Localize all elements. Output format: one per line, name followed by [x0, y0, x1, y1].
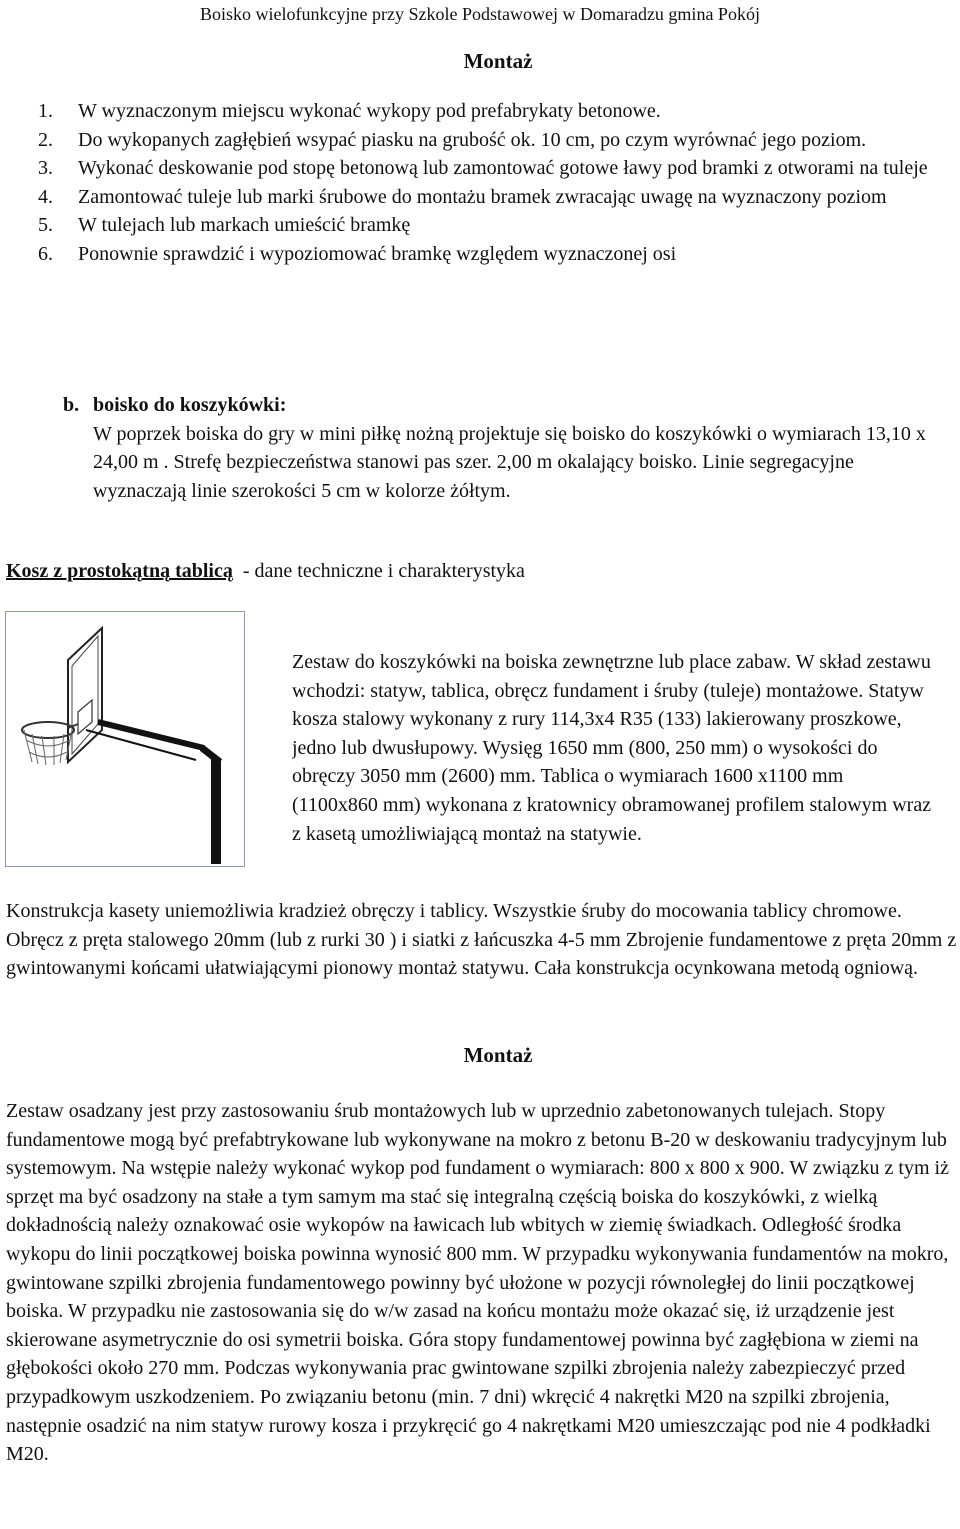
list-item-number: 5. [38, 214, 53, 237]
section-label-row [63, 391, 943, 420]
list-item [38, 211, 958, 240]
product-description: Zestaw do koszykówki na boiska zewnętrzne lub place zabaw. W skład zestawu wchodzi: statyw, tablica, obręcz fundament i śruby (tuleje) montażowe. Statyw kosza stalowy wykonany z rury 114,3x4 R35 (133) lakierowany proszkowe, jedno lub dwusłupowy. Wysięg 1650 mm (800, 250 mm) o wysokości do obręczy 3050 mm (2600) mm. Tablica o wymiarach 1600 x1100 mm (1100x860 mm) wykonana z kratownicy obramowanej profilem stalowym wraz z kasetą umożliwiającą montaż na statywie. [292, 651, 932, 845]
section-body: W poprzek boiska do gry w mini piłkę nożną projektuje się boisko do koszykówki o wymiarach 13,10 x 24,00 m . Strefę bezpieczeństwa stanowi pas szer. 2,00 m okalający boisko. Linie segregacyjne wyznaczają linie szerokości 5 cm w kolorze żółtym. [93, 422, 926, 502]
list-item-number: 1. [38, 100, 53, 122]
list-item-text: Ponownie sprawdzić i wypoziomować bramkę względem wyznaczonej osi [78, 242, 677, 265]
list-item-number: 4. [38, 185, 53, 208]
product-heading-bold: Kosz z prostokątną tablicą [6, 560, 233, 582]
section-title-montaz: Montaż [463, 49, 533, 73]
installation-paragraph: Zestaw osadzany jest przy zastosowaniu śrub montażowych lub w uprzednio zabetonowanych tulejach. Stopy fundamentowe mogą być prefabtrykowane lub wykonywane na mokro z betonu B-20 w deskowaniu tradycyjnym lub systemowym. Na wstępie należy wykonać wykop pod fundament o wymiarach: 800 x 800 x 900. W związku z tym iż sprzęt ma być osadzony na stałe a tym samym ma stać się integralną częścią boiska do koszykówki, z wielką dokładnością należy oznakować osie wykopów na ławicach lub wbitych w ziemię świadkach. Odległość środka wykopu do linii początkowej boiska powinna wynosić 800 mm. W przypadku wykonywania fundamentów na mokro, gwintowane szpilki zbrojenia fundamentowego powinny być ułożone w pozycji równoległej do linii początkowej boiska. W przypadku nie zastosowania się do w/w zasad na końcu montażu może okazać się, iż urządzenie jest skierowane asymetrycznie do osi symetrii boiska. Góra stopy fundamentowej powinna być zagłębiona w ziemi na głębokości około 270 mm. Podczas wykonywania prac gwintowane szpilki zbrojenia należy zabezpieczyć przed przypadkowym uszkodzeniem. Po związaniu betonu (min. 7 dni) wkręcić 4 nakrętki M20 na szpilki zbrojenia, następnie osadzić na nim statyw rurowy kosza i przykręcić go 4 nakrętkami M20 umieszczając pod nie 4 podkładki M20. [6, 1100, 949, 1466]
basketball-hoop-image [5, 611, 245, 867]
list-item [38, 126, 958, 155]
basketball-hoop-icon [6, 612, 244, 866]
list-item-text: Zamontować tuleje lub marki śrubowe do montażu bramek zwracając uwagę na wyznaczony poziom [78, 185, 887, 208]
list-item-text: Wykonać deskowanie pod stopę betonową lub zamontować gotowe ławy pod bramki z otworami na tuleje [78, 157, 928, 180]
list-item [38, 183, 958, 212]
list-item [38, 97, 958, 126]
section-basketball-court [63, 391, 943, 505]
list-item-text: Do wykopanych zagłębień wsypać piasku na grubość ok. 10 cm, po czym wyrównać jego poziom. [78, 128, 867, 151]
list-item [38, 240, 958, 269]
section-letter: b. [63, 394, 80, 416]
section-title-montaz-2: Montaż [463, 1043, 533, 1067]
steps-list [38, 97, 958, 269]
list-item-text: W tulejach lub markach umieścić bramkę [78, 214, 411, 237]
page-header: Boisko wielofunkcyjne przy Szkole Podstawowej w Domaradzu gmina Pokój [200, 4, 760, 24]
list-item-number: 3. [38, 157, 53, 180]
list-item-number: 6. [38, 242, 53, 265]
product-heading-rest: - dane techniczne i charakterystyka [232, 560, 525, 582]
construction-paragraph: Konstrukcja kasety uniemożliwia kradzież obręczy i tablicy. Wszystkie śruby do mocowania tablicy chromowe. Obręcz z pręta stalowego 20mm (lub z rurki 30 ) i siatki z łańcuszka 4-5 mm Zbrojenie fundamentowe z pręta 20mm z gwintowanymi końcami ułatwiającymi pionowy montaż statywu. Cała konstrukcja ocynkowana metodą ogniową. [6, 900, 957, 980]
list-item-text: W wyznaczonym miejscu wykonać wykopy pod prefabrykaty betonowe. [78, 100, 661, 122]
list-item-number: 2. [38, 128, 53, 151]
product-heading [6, 557, 956, 586]
list-item [38, 154, 958, 183]
section-label: boisko do koszykówki: [93, 394, 287, 416]
